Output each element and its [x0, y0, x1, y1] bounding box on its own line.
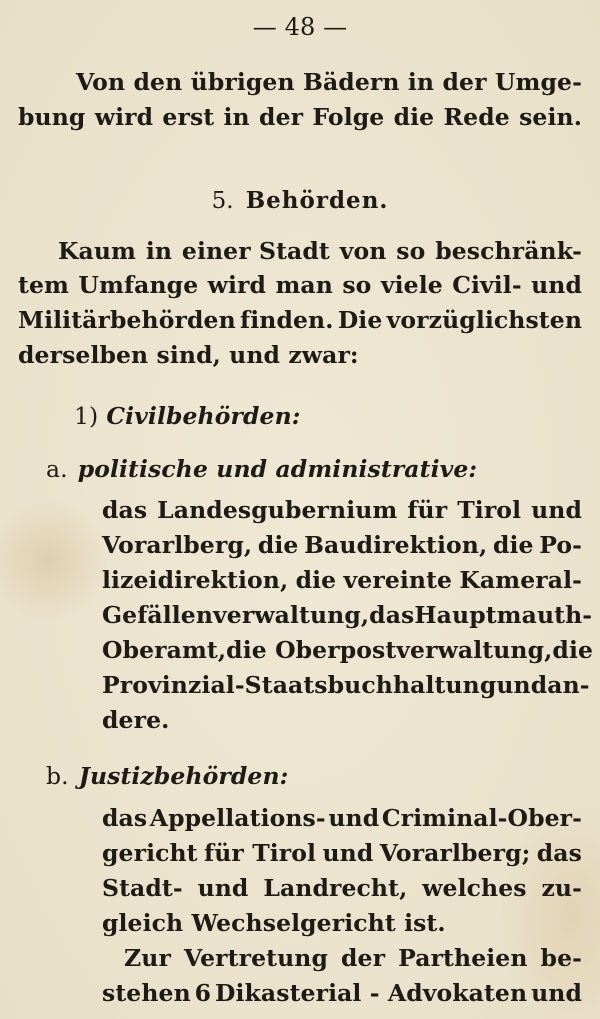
- word: Folge: [312, 103, 385, 131]
- sub-a-line-2: [0, 530, 600, 560]
- paragraph-line-1: [0, 236, 600, 266]
- word: und: [496, 671, 548, 699]
- paragraph-line-4: [18, 340, 359, 370]
- word: für: [407, 496, 448, 524]
- sub-a-line-5: [0, 635, 600, 665]
- word: in: [407, 68, 435, 96]
- word: das: [536, 839, 582, 867]
- word: das: [102, 804, 148, 832]
- word: den: [133, 68, 183, 96]
- word: Appellations-: [149, 804, 326, 832]
- word: sein.: [519, 103, 582, 131]
- sub-b-marker: b.: [46, 762, 69, 790]
- word: Partheien: [398, 944, 528, 972]
- word: beschränk-: [435, 237, 582, 265]
- word: vereinte: [343, 566, 453, 594]
- word: übrigen: [190, 68, 295, 96]
- word: das: [102, 496, 148, 524]
- word: lizeidirektion,: [102, 566, 289, 594]
- word: bung: [18, 103, 86, 131]
- word: so: [396, 237, 426, 265]
- word: viele: [380, 271, 443, 299]
- section-number: 5.: [211, 188, 234, 214]
- paragraph-line-4-text: derselben sind, und zwar:: [18, 341, 359, 369]
- word: einer Stadt: [181, 237, 330, 265]
- paragraph-line-3: [0, 305, 600, 335]
- word: in: [145, 237, 173, 265]
- word: der: [259, 103, 304, 131]
- word: Zur: [124, 944, 171, 972]
- section-heading: [0, 186, 600, 216]
- word: die: [393, 103, 435, 131]
- word: Von: [76, 68, 126, 96]
- word: Vertretung: [183, 944, 328, 972]
- word: Vorarlberg;: [379, 839, 531, 867]
- paragraph-line-2: [0, 270, 600, 300]
- word: welches: [422, 874, 527, 902]
- word: der: [341, 944, 386, 972]
- word: Tirol: [457, 496, 522, 524]
- word: Die: [337, 306, 383, 334]
- page-number: — 48 —: [252, 13, 348, 41]
- word: vorzüglichsten: [386, 306, 582, 334]
- sub-a-label: politische und administrative:: [77, 455, 478, 483]
- word: Stadt-: [102, 874, 183, 902]
- word: und: [322, 839, 374, 867]
- word: be-: [540, 944, 582, 972]
- sub-b-label: Justizbehörden:: [78, 762, 289, 790]
- word: wird: [207, 271, 267, 299]
- word: von: [339, 237, 387, 265]
- word: stehen: [102, 979, 191, 1007]
- sub-b-line-2: [0, 838, 600, 868]
- word: Provinzial-Staatsbuchhaltung: [102, 671, 497, 699]
- word: an-: [547, 671, 590, 699]
- sub-a-line-6: [0, 670, 600, 700]
- sub-b-heading: [46, 761, 288, 791]
- word: Baudirektion,: [304, 531, 488, 559]
- sub-a-line-3: [0, 565, 600, 595]
- word: die Oberpostverwaltung,: [226, 636, 553, 664]
- word: die: [492, 531, 534, 559]
- word: Civil-: [452, 271, 522, 299]
- word: und: [197, 874, 249, 902]
- word: Kameral-: [459, 566, 582, 594]
- sub-a-line-4: [0, 600, 600, 630]
- word: so: [342, 271, 372, 299]
- closing-line-2: [0, 978, 600, 1008]
- word: Criminal-Ober-: [381, 804, 582, 832]
- word: Gefällenverwaltung,: [102, 601, 370, 629]
- sub-b-line-1: [0, 803, 600, 833]
- word: der: [442, 68, 487, 96]
- word: die: [552, 636, 594, 664]
- word: Bädern: [303, 68, 400, 96]
- sub-a-marker: a.: [46, 455, 68, 483]
- word: erst: [162, 103, 215, 131]
- civil-marker: 1): [74, 402, 99, 430]
- word: Vorarlberg,: [102, 531, 253, 559]
- word: die: [257, 531, 299, 559]
- word: Kaum: [58, 237, 137, 265]
- word: Dikasterial - Advokaten: [215, 979, 528, 1007]
- intro-line-1: [0, 67, 600, 97]
- word: Landesgubernium: [157, 496, 398, 524]
- word: in: [223, 103, 250, 131]
- word: Rede: [443, 103, 510, 131]
- sub-b-line-3: [0, 873, 600, 903]
- civil-label: Civilbehörden:: [106, 402, 301, 430]
- word: zu-: [541, 874, 582, 902]
- word: und: [531, 271, 582, 299]
- word: Po-: [539, 531, 582, 559]
- word: Hauptmauth-: [414, 601, 593, 629]
- sub-a-heading: [46, 454, 477, 484]
- word: Umfange: [78, 271, 199, 299]
- word: Militärbehörden: [18, 306, 236, 334]
- closing-line-1: [0, 943, 600, 973]
- word: 6: [194, 979, 212, 1007]
- sub-a-line-7: dere.: [102, 706, 170, 734]
- word: Oberamt,: [102, 636, 227, 664]
- sub-a-line-1: [0, 495, 600, 525]
- intro-line-2: [0, 102, 600, 132]
- word: man: [275, 271, 333, 299]
- word: tem: [18, 271, 69, 299]
- civil-heading: [74, 401, 301, 431]
- word: finden.: [240, 306, 334, 334]
- word: wird: [94, 103, 154, 131]
- word: die: [295, 566, 337, 594]
- word: für Tirol: [204, 839, 317, 867]
- section-title: Behörden.: [245, 187, 389, 214]
- word: Umge-: [494, 68, 582, 96]
- word: gericht: [102, 839, 198, 867]
- word: und: [531, 496, 582, 524]
- word: das: [369, 601, 415, 629]
- sub-b-line-4: gleich Wechselgericht ist.: [102, 909, 446, 937]
- word: und: [328, 804, 380, 832]
- word: und: [531, 979, 582, 1007]
- word: Landrecht,: [263, 874, 408, 902]
